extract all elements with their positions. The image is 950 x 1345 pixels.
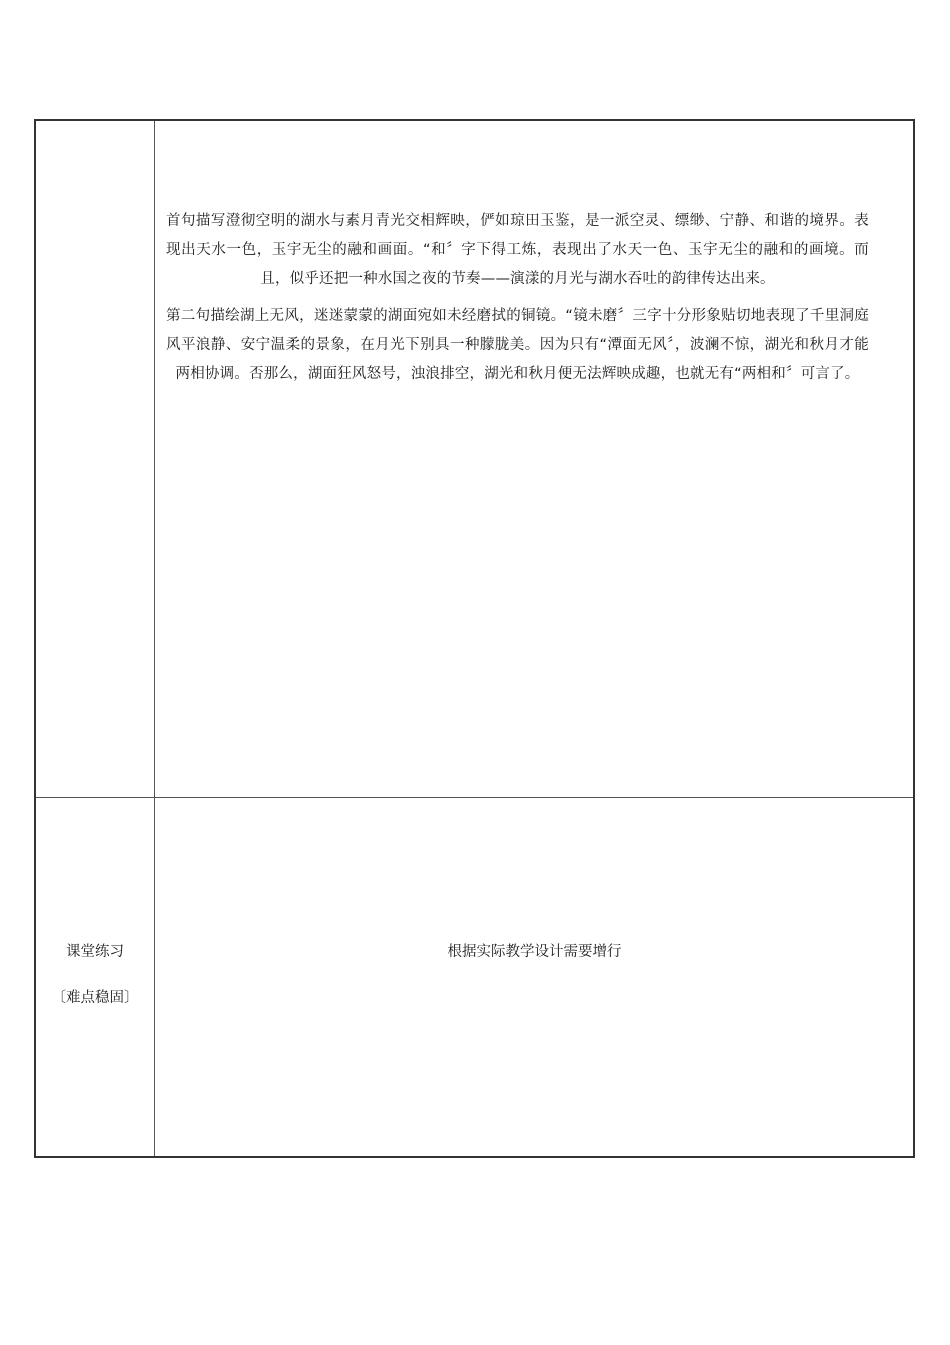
practice-note: 根据实际教学设计需要增行 xyxy=(447,944,622,960)
practice-label-cell xyxy=(36,798,154,1156)
poem-analysis-text xyxy=(166,207,869,397)
column-divider xyxy=(154,798,155,1156)
table-row-analysis xyxy=(36,121,913,798)
practice-label: 课堂练习 xyxy=(66,944,124,960)
row-label-cell-empty xyxy=(36,121,154,797)
lesson-plan-table xyxy=(34,119,915,1158)
analysis-paragraph-2: 第二句描绘湖上无风，迷迷蒙蒙的湖面宛如未经磨拭的铜镜。“镜未磨〞三字十分形象贴切地表现了千里洞庭风平浪静、安宁温柔的景象，在月光下别具一种朦胧美。因为只有“潭面无风〞，波澜不惊，湖光和秋月才能两相协调。否那么，湖面狂风怒号，浊浪排空，湖光和秋月便无法辉映成趣，也就无有“两相和〞可言了。 xyxy=(166,308,869,382)
practice-sublabel: 〔难点稳固〕 xyxy=(51,990,139,1006)
column-divider xyxy=(154,121,155,797)
table-row-practice xyxy=(36,798,913,1156)
analysis-paragraph-1: 首句描写澄彻空明的湖水与素月青光交相辉映，俨如琼田玉鉴，是一派空灵、缥缈、宁静、和谐的境界。表现出天水一色，玉宇无尘的融和画面。“和〞字下得工炼，表现出了水天一色、玉宇无尘的融和的画境。而且，似乎还把一种水国之夜的节奏——演漾的月光与湖水吞吐的韵律传达出来。 xyxy=(166,213,869,287)
practice-content-cell xyxy=(156,798,913,1156)
analysis-content-cell xyxy=(156,121,913,797)
